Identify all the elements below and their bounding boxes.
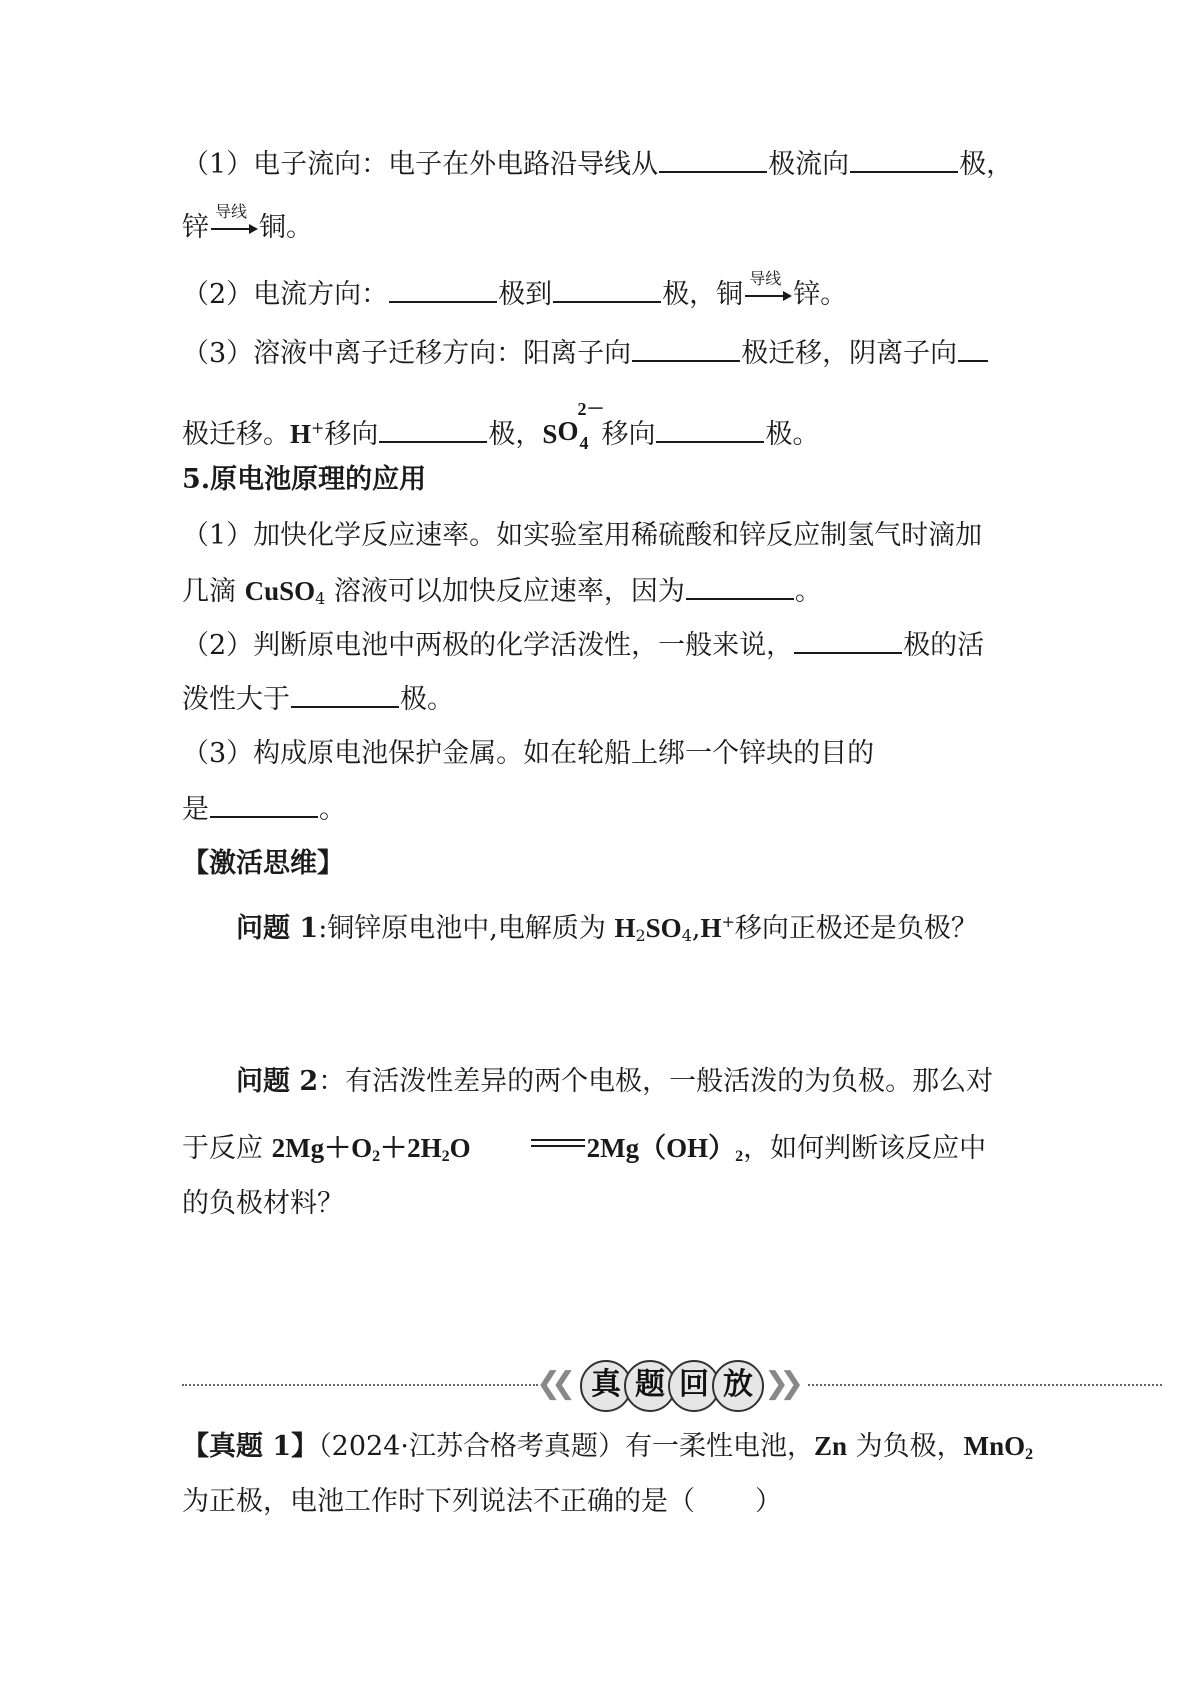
arrow-right-icon: [209, 222, 259, 236]
text: 极，铜: [662, 279, 744, 310]
answer-blank[interactable]: [389, 275, 497, 303]
text: 锌: [182, 212, 209, 243]
text: :铜锌原电池中,电解质为: [318, 913, 615, 944]
answer-blank[interactable]: [553, 275, 661, 303]
formula: H: [614, 913, 636, 943]
answer-blank[interactable]: [686, 572, 794, 600]
text: ，如何判断该反应中: [743, 1133, 987, 1164]
answer-blank[interactable]: [632, 334, 740, 362]
text: 极，: [959, 149, 1014, 180]
formula: 2Mg＋O: [271, 1133, 373, 1163]
answer-blank[interactable]: [210, 790, 318, 818]
formula: Zn: [813, 1431, 848, 1461]
paragraph-line: （1）加快化学反应速率。如实验室用稀硫酸和锌反应制氢气时滴加: [182, 520, 983, 551]
divider-left: [182, 1384, 538, 1386]
wire-label: 导线: [749, 269, 782, 288]
question-2: [236, 1064, 993, 1100]
text: （2）判断原电池中两极的化学活泼性，一般来说，: [182, 630, 794, 661]
formula: MnO: [963, 1431, 1026, 1461]
banner-char: 回: [668, 1360, 720, 1412]
text: （1）电子流向：电子在外电路沿导线从: [182, 149, 659, 180]
think-heading: 【激活思维】: [182, 848, 344, 879]
sulfur-symbol: S: [542, 419, 558, 449]
subscript: 4: [315, 589, 326, 608]
text: 。: [319, 794, 346, 825]
source: （2024·江苏合格考真题）: [318, 1431, 625, 1462]
subscript: 2: [735, 1148, 744, 1165]
sulfate-ion: [557, 399, 605, 453]
section-heading: 5.原电池原理的应用: [182, 464, 427, 495]
reaction-line: [182, 1130, 986, 1175]
text: ：有活泼性差异的两个电极，一般活泼的为负极。那么对: [318, 1066, 994, 1097]
text: 有一柔性电池，: [624, 1431, 814, 1462]
answer-blank[interactable]: [958, 334, 988, 362]
text: 移向: [324, 419, 379, 450]
chevron-left-icon: ❮❮: [536, 1366, 567, 1401]
question-label: 问题 2: [236, 1066, 319, 1097]
paragraph-line: [182, 790, 346, 828]
formula: H: [700, 913, 722, 943]
question-tag: 【真题 1】: [182, 1431, 319, 1462]
subscript: 2: [441, 1148, 450, 1165]
answer-blank[interactable]: [850, 145, 958, 173]
wire-arrow: [209, 202, 259, 246]
chevron-right-icon: ❯❯: [764, 1366, 795, 1401]
arrow-right-icon: [743, 289, 793, 303]
divider-right: [808, 1384, 1162, 1386]
text: 极，: [488, 419, 543, 450]
text: 极到: [498, 279, 553, 310]
real-question-line-2: [182, 1484, 782, 1520]
text: 铜。: [259, 212, 313, 243]
text: 是: [182, 794, 209, 825]
charge: +: [311, 418, 325, 437]
real-question-line: [182, 1428, 1033, 1473]
oxygen-symbol: O: [557, 416, 579, 446]
text: （2）电流方向：: [182, 279, 389, 310]
question-1: [236, 904, 978, 954]
text: 锌。: [793, 279, 848, 310]
paragraph-line: （3）构成原电池保护金属。如在轮船上绑一个锌块的目的: [182, 738, 875, 769]
subscript: 2: [1025, 1446, 1034, 1463]
formula: 2Mg（OH）: [586, 1133, 736, 1163]
current-direction-line: [182, 269, 848, 313]
text: ,: [691, 913, 701, 944]
charge: 2－: [577, 399, 605, 419]
wire-arrow: [743, 269, 793, 313]
text: 于反应: [182, 1133, 272, 1164]
banner-char: 放: [712, 1360, 764, 1412]
text: 为正极，电池工作时下列说法不正确的是（: [182, 1486, 695, 1517]
formula: SO: [645, 913, 682, 943]
paragraph-line: [182, 626, 984, 664]
formula: ＋2H: [380, 1133, 442, 1163]
zinc-copper-line: [182, 202, 313, 246]
text: 极迁移。: [182, 419, 290, 450]
ion-migration-line-2: [182, 399, 820, 453]
subscript: 4: [579, 433, 589, 453]
answer-blank[interactable]: [379, 415, 487, 443]
electron-flow-line: [182, 145, 1013, 183]
text: 极流向: [768, 149, 850, 180]
answer-blank[interactable]: [659, 145, 767, 173]
reaction-line-2: 的负极材料？: [182, 1188, 344, 1219]
subscript: 2: [635, 926, 646, 945]
banner-char: 真: [580, 1360, 632, 1412]
paragraph-line: [182, 680, 454, 718]
text: 移向: [601, 419, 656, 450]
paragraph-line: [182, 572, 822, 617]
text: 。: [794, 576, 822, 607]
formula: CuSO: [244, 576, 316, 606]
answer-blank[interactable]: [291, 680, 399, 708]
question-label: 问题 1: [236, 913, 319, 944]
text: 泼性大于: [182, 684, 290, 715]
text: 极的活: [903, 630, 985, 661]
wire-label: 导线: [215, 202, 248, 221]
text: 极。: [400, 684, 454, 715]
subscript: 2: [372, 1148, 381, 1165]
text: 移向正极还是负极？: [734, 913, 978, 944]
text: 为负极，: [847, 1431, 964, 1462]
text: 几滴: [182, 576, 236, 607]
formula: O: [449, 1133, 471, 1163]
charge: +: [721, 912, 735, 931]
text: 极迁移，阴离子向: [741, 338, 958, 369]
section-banner: [182, 1358, 1162, 1414]
subscript: 4: [681, 926, 692, 945]
equals-sign: [527, 1139, 587, 1175]
text: 极。: [765, 419, 820, 450]
answer-blank[interactable]: [794, 626, 902, 654]
text: 溶液可以加快反应速率，因为: [333, 576, 685, 607]
text: ）: [755, 1486, 782, 1517]
ion-migration-line: [182, 334, 989, 372]
banner-char: 题: [624, 1360, 676, 1412]
text: （3）溶液中离子迁移方向：阳离子向: [182, 338, 632, 369]
hydrogen-symbol: H: [290, 419, 312, 449]
answer-blank[interactable]: [656, 415, 764, 443]
